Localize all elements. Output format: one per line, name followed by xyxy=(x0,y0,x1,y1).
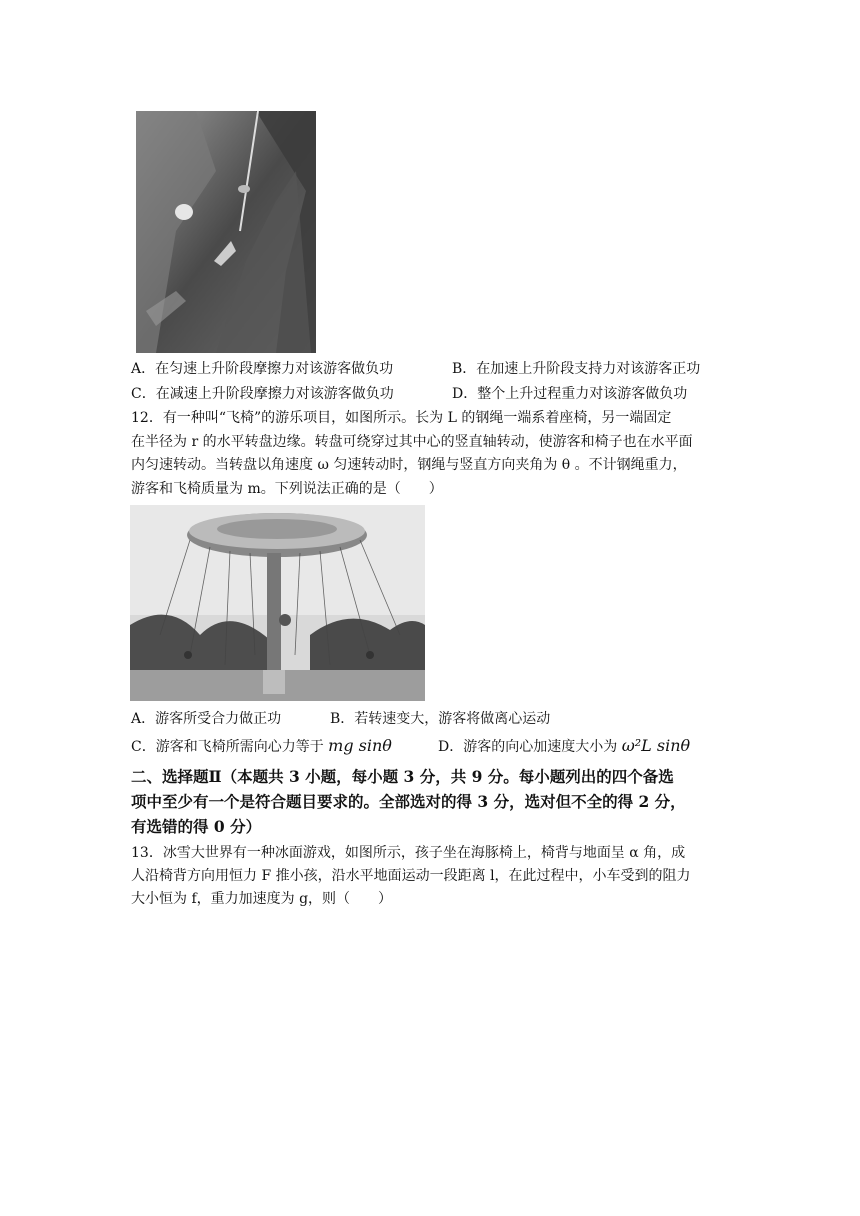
q12-stem-line-4: 游客和飞椅质量为 m。下列说法正确的是（ ） xyxy=(131,481,443,497)
q12-option-d-text: D．游客的向心加速度大小为 xyxy=(438,739,618,755)
q12-option-c-formula: mg sinθ xyxy=(328,736,392,755)
q12-option-d xyxy=(438,736,690,757)
q13-stem-line-1: 13．冰雪大世界有一种冰面游戏，如图所示，孩子坐在海豚椅上，椅背与地面呈 α 角，成 xyxy=(131,845,686,861)
q11-option-c: C．在减速上升阶段摩擦力对该游客做负功 xyxy=(131,386,394,402)
q13-stem-line-3: 大小恒为 f，重力加速度为 g，则（ ） xyxy=(131,891,393,907)
q12-option-b: B．若转速变大，游客将做离心运动 xyxy=(330,711,551,727)
flying-chair-photo xyxy=(130,505,425,701)
q12-stem-line-2: 在半径为 r 的水平转盘边缘。转盘可绕穿过其中心的竖直轴转动，使游客和椅子也在水平面 xyxy=(131,434,693,450)
q13-stem-line-2: 人沿椅背方向用恒力 F 推小孩，沿水平地面运动一段距离 l，在此过程中，小车受到的阻力 xyxy=(131,868,691,884)
q12-stem-line-1: 12．有一种叫“飞椅”的游乐项目，如图所示。长为 L 的钢绳一端系着座椅，另一端固定 xyxy=(131,410,672,426)
q12-option-a: A．游客所受合力做正功 xyxy=(131,711,282,727)
q11-option-d: D．整个上升过程重力对该游客做负功 xyxy=(452,386,688,402)
escalator-photo xyxy=(136,111,316,353)
q11-option-b: B．在加速上升阶段支持力对该游客正功 xyxy=(452,361,701,377)
section-2-heading-line-3: 有选错的得 0 分） xyxy=(131,817,262,836)
section-2-heading-line-1: 二、选择题Ⅱ（本题共 3 小题，每小题 3 分，共 9 分。每小题列出的四个备选 xyxy=(131,767,674,786)
q11-option-a: A．在匀速上升阶段摩擦力对该游客做负功 xyxy=(131,361,394,377)
q12-option-c-text: C．游客和飞椅所需向心力等于 xyxy=(131,739,324,755)
q12-option-d-formula: ω²L sinθ xyxy=(621,736,691,755)
section-2-heading-line-2: 项中至少有一个是符合题目要求的。全部选对的得 3 分，选对但不全的得 2 分， xyxy=(131,792,686,811)
q12-stem-line-3: 内匀速转动。当转盘以角速度 ω 匀速转动时，钢绳与竖直方向夹角为 θ 。不计钢绳重力， xyxy=(131,457,687,473)
q12-option-c xyxy=(131,736,392,757)
